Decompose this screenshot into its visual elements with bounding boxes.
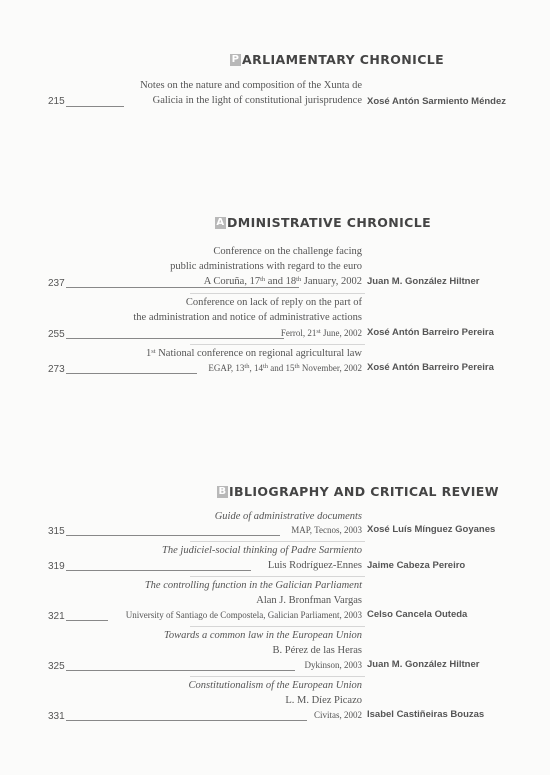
book-title: Guide of administrative documents bbox=[214, 511, 362, 522]
leader-rule bbox=[66, 535, 280, 536]
leader-rule bbox=[66, 720, 307, 721]
author-name: Juan M. González Hiltner bbox=[367, 659, 480, 670]
page-number: 237 bbox=[48, 278, 65, 289]
book-title: The judiciel-social thinking of Padre Sarmiento bbox=[162, 545, 362, 556]
book-detail: University of Santiago de Compostela, Galician Parliament, 2003 bbox=[125, 610, 362, 620]
author-name: Xosé Antón Barreiro Pereira bbox=[367, 327, 494, 338]
book-detail: MAP, Tecnos, 2003 bbox=[291, 525, 362, 535]
leader-rule bbox=[66, 338, 284, 339]
entry-title-line: Notes on the nature and composition of the Xunta de bbox=[140, 80, 362, 91]
leader-rule bbox=[66, 620, 108, 621]
page-number: 273 bbox=[48, 364, 65, 375]
book-editor: B. Pérez de las Heras bbox=[272, 645, 362, 656]
author-name: Jaime Cabeza Pereiro bbox=[367, 560, 466, 571]
book-title: The controlling function in the Galician Parliament bbox=[144, 580, 362, 591]
entry-title-line: Conference on lack of reply on the part of bbox=[185, 297, 362, 308]
book-detail: Luis Rodríguez-Ennes bbox=[267, 560, 362, 571]
entry-title-line: 1st National conference on regional agricultural law bbox=[146, 348, 362, 359]
section-initial: B bbox=[218, 485, 227, 497]
author-name: Celso Cancela Outeda bbox=[367, 609, 468, 620]
section-initial: A bbox=[216, 216, 225, 228]
entry-place: A Coruña, 17th and 18th January, 2002 bbox=[203, 276, 362, 287]
section-title-parliamentary bbox=[230, 52, 444, 67]
book-title: Towards a common law in the European Union bbox=[163, 630, 362, 641]
leader-rule bbox=[66, 287, 299, 288]
entry-title-line: public administrations with regard to the euro bbox=[170, 261, 362, 272]
section-title-text: IBLIOGRAPHY AND CRITICAL REVIEW bbox=[229, 484, 499, 499]
entry-title-line: Galicia in the light of constitutional jurisprudence bbox=[152, 95, 362, 106]
book-title: Constitutionalism of the European Union bbox=[188, 680, 362, 691]
entry-separator bbox=[190, 293, 365, 294]
entry-title-line: the administration and notice of administrative actions bbox=[133, 312, 362, 323]
entry-separator bbox=[190, 626, 365, 627]
page-number: 315 bbox=[48, 526, 65, 537]
author-name: Isabel Castiñeiras Bouzas bbox=[367, 709, 485, 720]
leader-rule bbox=[66, 373, 197, 374]
author-name: Juan M. González Hiltner bbox=[367, 276, 480, 287]
page-number: 319 bbox=[48, 561, 65, 572]
page-number: 331 bbox=[48, 711, 65, 722]
author-name: Xosé Antón Sarmiento Méndez bbox=[367, 96, 506, 107]
book-detail: Dykinson, 2003 bbox=[304, 660, 362, 670]
book-editor: L. M. Díez Picazo bbox=[285, 695, 362, 706]
leader-rule bbox=[66, 570, 251, 571]
page-number: 321 bbox=[48, 611, 65, 622]
author-name: Xosé Luís Mínguez Goyanes bbox=[367, 524, 496, 535]
leader-rule bbox=[66, 106, 124, 107]
page-number: 255 bbox=[48, 329, 65, 340]
entry-title-line: Conference on the challenge facing bbox=[213, 246, 362, 257]
section-title-bibliography bbox=[217, 484, 499, 499]
entry-separator bbox=[190, 344, 365, 345]
book-editor: Alan J. Bronfman Vargas bbox=[256, 595, 362, 606]
leader-rule bbox=[66, 670, 295, 671]
author-name: Xosé Antón Barreiro Pereira bbox=[367, 362, 494, 373]
page-number: 325 bbox=[48, 661, 65, 672]
book-detail: Civitas, 2002 bbox=[313, 710, 362, 720]
entry-separator bbox=[190, 576, 365, 577]
entry-separator bbox=[190, 676, 365, 677]
page-number: 215 bbox=[48, 96, 65, 107]
entry-separator bbox=[190, 541, 365, 542]
section-title-administrative bbox=[215, 215, 431, 230]
section-initial: P bbox=[231, 53, 240, 65]
section-title-text: ARLIAMENTARY CHRONICLE bbox=[242, 52, 445, 67]
entry-place: EGAP, 13th, 14th and 15th November, 2002 bbox=[208, 363, 362, 373]
entry-place: Ferrol, 21st June, 2002 bbox=[280, 328, 362, 338]
section-title-text: DMINISTRATIVE CHRONICLE bbox=[227, 215, 432, 230]
